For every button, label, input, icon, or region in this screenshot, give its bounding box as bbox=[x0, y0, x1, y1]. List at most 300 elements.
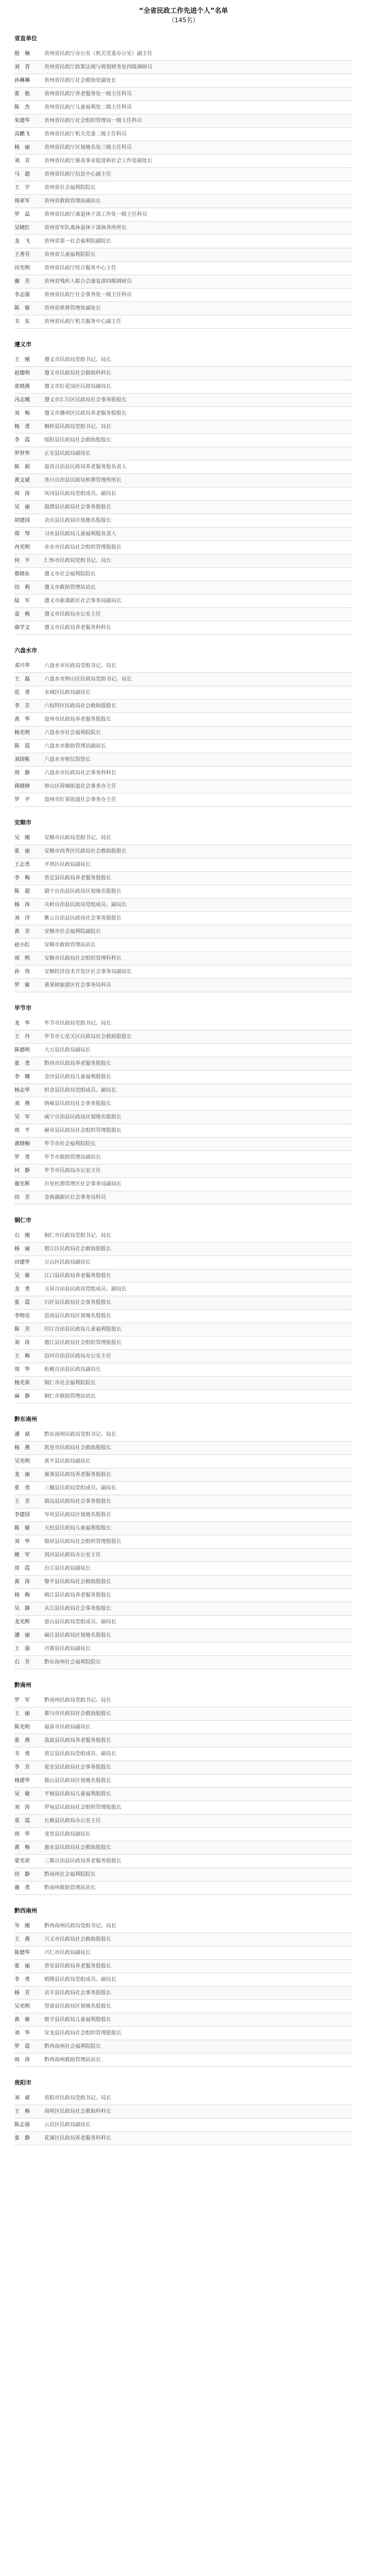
person-position: 黔南州社会福利院院长 bbox=[44, 1872, 96, 1877]
person-position: 遵义市救助管理站站长 bbox=[44, 585, 96, 590]
list-item bbox=[14, 568, 353, 581]
list-item bbox=[14, 1868, 353, 1882]
person-name: 田光明 bbox=[14, 265, 30, 271]
person-position: 黔西南州社会福利院院长 bbox=[44, 2044, 101, 2049]
person-position: 兴仁市民政局副局长 bbox=[44, 1950, 91, 1956]
list-item bbox=[14, 1656, 353, 1669]
person-name: 石 刚 bbox=[14, 1233, 30, 1239]
person-position: 贵定县民政局党组成员、副局长 bbox=[44, 1751, 116, 1757]
list-item bbox=[14, 114, 353, 128]
person-position: 贵州省第一社会福利院副院长 bbox=[44, 239, 111, 244]
list-item bbox=[14, 1350, 353, 1363]
person-position: 遵义市汇川区民政局社会事务股股长 bbox=[44, 397, 127, 403]
person-name: 刘 涛 bbox=[14, 1805, 30, 1810]
list-item bbox=[14, 793, 353, 807]
list-item bbox=[14, 47, 353, 61]
person-name: 黄 涛 bbox=[14, 1579, 30, 1585]
list-item bbox=[14, 1377, 353, 1390]
person-position: 天柱县民政局儿童福利股股长 bbox=[44, 1526, 111, 1531]
person-position: 南明区民政局社会救助科科长 bbox=[44, 2109, 111, 2114]
person-name: 吴 敏 bbox=[14, 1791, 30, 1797]
person-name: 黄文斌 bbox=[14, 478, 30, 483]
list-item bbox=[14, 1946, 353, 1960]
person-position: 贵州省民政厅慈善事业促进和社会工作处副处长 bbox=[44, 158, 152, 164]
person-position: 金海湖新区社会事务局科员 bbox=[44, 1195, 106, 1200]
person-position: 瓮安县民政局社会事务股股长 bbox=[44, 1765, 111, 1770]
person-position: 仁怀市民政局党组书记、局长 bbox=[44, 558, 111, 564]
person-position: 贵州省救助管理站副站长 bbox=[44, 198, 101, 204]
list-item bbox=[14, 780, 353, 793]
list-item bbox=[14, 753, 353, 767]
person-name: 莫 霞 bbox=[14, 1818, 30, 1824]
person-position: 兴义市民政局社会救助股股长 bbox=[44, 1937, 111, 1942]
list-item bbox=[14, 1243, 353, 1256]
person-name: 李志强 bbox=[14, 292, 30, 298]
section-heading: 贵阳市 bbox=[14, 2079, 31, 2086]
person-position: 盘州市民政局养老服务股股长 bbox=[44, 717, 111, 722]
person-position: 务川自治县民政局殡葬管理所所长 bbox=[44, 478, 121, 483]
person-position: 松桃自治县民政局副局长 bbox=[44, 1367, 101, 1372]
person-name: 李 芳 bbox=[14, 703, 30, 709]
person-name: 周 霞 bbox=[14, 1566, 30, 1571]
person-position: 贵州省社会福利院院长 bbox=[44, 185, 96, 191]
list-item bbox=[14, 1071, 353, 1084]
person-position: 锦屏县民政局社会组织管理股股长 bbox=[44, 1539, 121, 1545]
person-name: 刘 洋 bbox=[14, 916, 30, 921]
person-position: 贵州省民政厅社会救助处副处长 bbox=[44, 78, 116, 83]
list-item bbox=[14, 1495, 353, 1509]
person-name: 杨 燕 bbox=[14, 1445, 30, 1451]
list-item bbox=[14, 434, 353, 447]
person-name: 张 静 bbox=[14, 2136, 30, 2141]
list-item bbox=[14, 595, 353, 608]
person-name: 陈德华 bbox=[14, 1950, 30, 1956]
list-item bbox=[14, 181, 353, 195]
list-item bbox=[14, 1987, 353, 2000]
person-position: 贵州省民政厅政策法规与规划财务处四级调研员 bbox=[44, 64, 152, 70]
list-item bbox=[14, 461, 353, 474]
person-name: 龙 丽 bbox=[14, 1472, 30, 1478]
list-item bbox=[14, 1296, 353, 1310]
list-item bbox=[14, 1960, 353, 1973]
person-position: 碧江区民政局社会救助股股长 bbox=[44, 1246, 111, 1252]
person-position: 赤水市民政局社会组织管理股股长 bbox=[44, 545, 121, 550]
list-item bbox=[14, 1138, 353, 1151]
person-position: 安顺经济技术开发区社会事务局副局长 bbox=[44, 969, 132, 975]
person-name: 吴 敏 bbox=[14, 1273, 30, 1279]
person-position: 荔波县民政局养老服务股股长 bbox=[44, 1738, 111, 1743]
list-item bbox=[14, 912, 353, 925]
list-item bbox=[14, 1815, 353, 1828]
person-position: 铜仁市社会福利院院长 bbox=[44, 1380, 96, 1386]
person-name: 王志勇 bbox=[14, 862, 30, 868]
person-position: 镇远县民政局社会事务股股长 bbox=[44, 1499, 111, 1504]
list-item bbox=[14, 248, 353, 262]
person-position: 湄潭县民政局社会事务股股长 bbox=[44, 504, 111, 510]
person-name: 王 梅 bbox=[14, 1353, 30, 1359]
person-position: 台江县民政局副局长 bbox=[44, 1566, 91, 1571]
person-name: 周 静 bbox=[14, 770, 30, 776]
list-item bbox=[14, 447, 353, 461]
list-item bbox=[14, 1707, 353, 1721]
list-item bbox=[14, 474, 353, 487]
person-name: 蔡晓东 bbox=[14, 571, 30, 577]
person-position: 黔西南州民政局党组书记、局长 bbox=[44, 1923, 116, 1929]
person-position: 三穗县民政局党组成员、副局长 bbox=[44, 1485, 116, 1491]
person-position: 绥阳县民政局社会救助股股长 bbox=[44, 437, 111, 443]
list-item bbox=[14, 1734, 353, 1748]
person-position: 麻江县民政局区划地名股股长 bbox=[44, 1633, 111, 1638]
person-name: 陈 超 bbox=[14, 889, 30, 894]
list-item bbox=[14, 1694, 353, 1707]
list-item bbox=[14, 514, 353, 528]
person-name: 谢光辉 bbox=[14, 1181, 30, 1187]
list-item bbox=[14, 939, 353, 952]
list-item bbox=[14, 1044, 353, 1057]
list-item bbox=[14, 1363, 353, 1377]
person-name: 王秀芬 bbox=[14, 252, 30, 258]
person-position: 镇宁自治县民政局区划地名股股长 bbox=[44, 889, 121, 894]
list-item bbox=[14, 315, 353, 329]
person-name: 冯志刚 bbox=[14, 397, 30, 403]
person-name: 郑 琴 bbox=[14, 531, 30, 537]
list-item bbox=[14, 740, 353, 753]
person-name: 张晓燕 bbox=[14, 384, 30, 389]
section-heading: 安顺市 bbox=[14, 819, 31, 826]
section-heading: 遵义市 bbox=[14, 341, 31, 348]
list-item bbox=[14, 541, 353, 554]
person-name: 吴 刚 bbox=[14, 835, 30, 841]
person-position: 关岭自治县民政局党组成员、副局长 bbox=[44, 902, 127, 908]
person-position: 德江县民政局社会组织管理股股长 bbox=[44, 1340, 121, 1346]
person-name: 韦 东 bbox=[14, 319, 30, 325]
person-position: 毕节市救助管理站副站长 bbox=[44, 1155, 101, 1160]
person-name: 杨志华 bbox=[14, 1088, 30, 1093]
document-title: “全省民政工作先进个人”名单 bbox=[138, 7, 229, 15]
person-name: 吴光明 bbox=[14, 2004, 30, 2009]
person-position: 龙里县民政局副局长 bbox=[44, 1832, 91, 1837]
row-divider bbox=[14, 634, 353, 635]
person-position: 贵州省军队离休退休干部休养所所长 bbox=[44, 225, 127, 231]
person-name: 刘 华 bbox=[14, 1539, 30, 1545]
list-item bbox=[14, 1589, 353, 1602]
person-position: 紫云自治县民政局社会事务股股长 bbox=[44, 916, 121, 921]
person-name: 黄 敏 bbox=[14, 2017, 30, 2023]
person-name: 李建国 bbox=[14, 1512, 30, 1518]
person-position: 贵州省儿童福利院院长 bbox=[44, 252, 96, 258]
list-item bbox=[14, 1761, 353, 1774]
person-position: 岑巩县民政局区划地名股股长 bbox=[44, 1512, 111, 1518]
person-position: 毕节市七星关区民政局社会救助股股长 bbox=[44, 1034, 132, 1040]
person-position: 安顺市民政局社会组织管理科科长 bbox=[44, 956, 121, 961]
list-item bbox=[14, 767, 353, 780]
person-position: 黎平县民政局社会救助股股长 bbox=[44, 1579, 111, 1585]
list-item bbox=[14, 2054, 353, 2067]
list-item bbox=[14, 61, 353, 74]
person-name: 杨 丽 bbox=[14, 1246, 30, 1252]
person-name: 龙 华 bbox=[14, 1021, 30, 1026]
row-divider bbox=[14, 806, 353, 807]
person-name: 罗世华 bbox=[14, 451, 30, 456]
person-position: 水城区民政局副局长 bbox=[44, 690, 91, 696]
person-name: 王 燕 bbox=[14, 1937, 30, 1942]
person-position: 黔东南州民政局党组书记、局长 bbox=[44, 1432, 116, 1437]
person-position: 福泉市民政局副局长 bbox=[44, 1724, 91, 1730]
person-position: 六枝特区民政局社会救助股股长 bbox=[44, 703, 116, 709]
list-item bbox=[14, 845, 353, 858]
section-heading: 毕节市 bbox=[14, 1005, 31, 1011]
person-name: 张 勇 bbox=[14, 1485, 30, 1491]
person-position: 遵义市民政局办公室主任 bbox=[44, 612, 101, 617]
person-name: 王 刚 bbox=[14, 357, 30, 363]
person-position: 思南县民政局区划地名股股长 bbox=[44, 1313, 111, 1319]
section-heading: 黔南州 bbox=[14, 1682, 31, 1688]
list-item bbox=[14, 965, 353, 979]
list-item bbox=[14, 1336, 353, 1350]
person-position: 凤冈县民政局党组成员、副局长 bbox=[44, 491, 116, 497]
list-item bbox=[14, 1057, 353, 1071]
person-name: 吴晓红 bbox=[14, 225, 30, 231]
person-position: 钟山区荷城街道社会事务办主任 bbox=[44, 784, 116, 789]
list-item bbox=[14, 367, 353, 380]
person-name: 蒋晓林 bbox=[14, 784, 30, 789]
person-name: 杨光荣 bbox=[14, 1380, 30, 1386]
list-item bbox=[14, 1097, 353, 1111]
list-item bbox=[14, 101, 353, 114]
person-position: 毕节市民政局办公室主任 bbox=[44, 1168, 101, 1174]
person-name: 罗 军 bbox=[14, 1698, 30, 1703]
person-position: 安顺市社会福利院副院长 bbox=[44, 929, 101, 935]
person-position: 遵义市民政局养老服务科科长 bbox=[44, 625, 111, 631]
person-position: 贵州省民政厅儿童福利处二级主任科员 bbox=[44, 105, 132, 110]
list-item bbox=[14, 1283, 353, 1296]
person-position: 黔东南州社会福利院院长 bbox=[44, 1659, 101, 1665]
person-position: 贵州省民政厅办公室（机关党委办公室）副主任 bbox=[44, 51, 152, 57]
person-position: 黄平县民政局副局长 bbox=[44, 1459, 91, 1464]
person-position: 贵州省民政厅机关服务中心副主任 bbox=[44, 319, 121, 325]
person-name: 吴 军 bbox=[14, 1114, 30, 1120]
list-item bbox=[14, 885, 353, 899]
person-name: 谢 勇 bbox=[14, 1885, 30, 1891]
list-item bbox=[14, 1882, 353, 1895]
person-name: 蒙光荣 bbox=[14, 1858, 30, 1864]
list-item bbox=[14, 208, 353, 222]
list-item bbox=[14, 1151, 353, 1164]
person-name: 陈光明 bbox=[14, 1724, 30, 1730]
person-name: 周 明 bbox=[14, 956, 30, 961]
person-name: 岑 刚 bbox=[14, 1923, 30, 1929]
person-position: 赫章县民政局社会组织管理股股长 bbox=[44, 1128, 121, 1133]
person-name: 刘 燕 bbox=[14, 1101, 30, 1107]
list-item bbox=[14, 899, 353, 912]
person-name: 高鹏飞 bbox=[14, 131, 30, 137]
person-name: 杨 丽 bbox=[14, 145, 30, 150]
list-item bbox=[14, 2092, 353, 2105]
person-position: 贵州省民政厅机关党委二级主任科员 bbox=[44, 131, 127, 137]
list-item bbox=[14, 1442, 353, 1455]
person-name: 周亚军 bbox=[14, 198, 30, 204]
list-item bbox=[14, 394, 353, 407]
list-item bbox=[14, 1017, 353, 1030]
list-item bbox=[14, 1855, 353, 1868]
person-position: 贵州省残疾人联合会康复部四级调研员 bbox=[44, 279, 132, 284]
person-name: 陈 霞 bbox=[14, 743, 30, 749]
person-position: 六盘水市民政局党组书记、局长 bbox=[44, 663, 116, 669]
person-name: 罗 勇 bbox=[14, 1155, 30, 1160]
list-item bbox=[14, 2013, 353, 2027]
list-item bbox=[14, 88, 353, 101]
person-name: 孙琳琳 bbox=[14, 78, 30, 83]
person-name: 李 芳 bbox=[14, 1765, 30, 1770]
person-name: 田 静 bbox=[14, 1872, 30, 1877]
person-name: 陆 军 bbox=[14, 598, 30, 604]
person-name: 周 涛 bbox=[14, 2057, 30, 2063]
person-position: 六盘水市救助管理站副站长 bbox=[44, 743, 106, 749]
person-position: 桐梓县民政局党组书记、局长 bbox=[44, 424, 111, 430]
person-name: 王 宇 bbox=[14, 185, 30, 191]
person-position: 平坝区民政局副局长 bbox=[44, 862, 91, 868]
person-name: 田 芳 bbox=[14, 1195, 30, 1200]
person-name: 罗 敏 bbox=[14, 982, 30, 988]
list-item bbox=[14, 1229, 353, 1243]
list-item bbox=[14, 155, 353, 168]
person-name: 张 勇 bbox=[14, 1061, 30, 1066]
person-name: 龙光辉 bbox=[14, 1619, 30, 1625]
list-item bbox=[14, 608, 353, 621]
person-position: 望谟县民政局区划地名股股长 bbox=[44, 2004, 111, 2009]
list-item bbox=[14, 925, 353, 939]
list-item bbox=[14, 1124, 353, 1138]
row-divider bbox=[14, 1894, 353, 1895]
person-name: 周 华 bbox=[14, 1832, 30, 1837]
list-item bbox=[14, 2000, 353, 2013]
person-position: 榕江县民政局养老服务股股长 bbox=[44, 1592, 111, 1598]
list-item bbox=[14, 2040, 353, 2054]
list-item bbox=[14, 872, 353, 885]
list-item bbox=[14, 1030, 353, 1044]
person-name: 罗 平 bbox=[14, 797, 30, 803]
person-name: 李 勇 bbox=[14, 1977, 30, 1982]
list-item bbox=[14, 1933, 353, 1946]
list-item bbox=[14, 1256, 353, 1269]
person-position: 晴隆县民政局党组成员、副局长 bbox=[44, 1977, 116, 1982]
list-item bbox=[14, 581, 353, 595]
person-name: 赵小红 bbox=[14, 942, 30, 948]
list-item bbox=[14, 1748, 353, 1761]
person-name: 黄晓梅 bbox=[14, 1141, 30, 1147]
section-heading: 黔东南州 bbox=[14, 1416, 37, 1422]
list-item bbox=[14, 1269, 353, 1283]
person-name: 石 芳 bbox=[14, 1659, 30, 1665]
person-position: 贵州省民政厅社会事务处一级主任科员 bbox=[44, 292, 132, 298]
list-item bbox=[14, 1084, 353, 1097]
person-position: 黔南州民政局党组书记、局长 bbox=[44, 1698, 111, 1703]
person-position: 贵阳市民政局党组书记、局长 bbox=[44, 2095, 111, 2101]
list-item bbox=[14, 1509, 353, 1522]
person-name: 吴光明 bbox=[14, 1459, 30, 1464]
list-item bbox=[14, 1602, 353, 1616]
list-item bbox=[14, 1788, 353, 1801]
document-count: （145名） bbox=[168, 16, 199, 24]
person-position: 遵义市民政局党组书记、局长 bbox=[44, 357, 111, 363]
list-item bbox=[14, 1164, 353, 1178]
person-name: 潘 斌 bbox=[14, 1432, 30, 1437]
person-position: 丹寨县民政局副局长 bbox=[44, 1646, 91, 1652]
person-position: 六盘水市钟山区民政局党组书记、局长 bbox=[44, 676, 132, 682]
list-item bbox=[14, 554, 353, 568]
person-name: 刘 斌 bbox=[14, 2095, 30, 2101]
person-position: 普安县民政局养老服务股股长 bbox=[44, 1963, 111, 1969]
person-position: 铜仁市民政局党组书记、局长 bbox=[44, 1233, 111, 1239]
person-position: 遵义市播州区民政局养老服务股股长 bbox=[44, 411, 127, 416]
person-name: 陈 敏 bbox=[14, 306, 30, 311]
person-name: 龙 飞 bbox=[14, 239, 30, 244]
list-item bbox=[14, 2105, 353, 2119]
list-item bbox=[14, 289, 353, 302]
list-item bbox=[14, 1575, 353, 1589]
person-name: 潘 丽 bbox=[14, 1633, 30, 1638]
person-name: 邓兴华 bbox=[14, 663, 30, 669]
person-position: 金沙县民政局儿童福利股股长 bbox=[44, 1074, 111, 1080]
person-name: 李 梅 bbox=[14, 875, 30, 881]
list-item bbox=[14, 1629, 353, 1642]
person-name: 周 涛 bbox=[14, 491, 30, 497]
person-position: 江口县民政局养老服务股股长 bbox=[44, 1273, 111, 1279]
person-name: 陈志强 bbox=[14, 2122, 30, 2128]
list-item bbox=[14, 1562, 353, 1575]
list-item bbox=[14, 713, 353, 726]
person-name: 王 强 bbox=[14, 1646, 30, 1652]
list-item bbox=[14, 1642, 353, 1656]
list-item bbox=[14, 1721, 353, 1734]
person-name: 杨光明 bbox=[14, 730, 30, 736]
list-item bbox=[14, 1111, 353, 1124]
person-position: 遵义市民政局社会救助科科长 bbox=[44, 370, 111, 376]
person-position: 花溪区民政局养老服务科科长 bbox=[44, 2136, 111, 2141]
list-item bbox=[14, 1323, 353, 1336]
person-position: 遵义市社会福利院院长 bbox=[44, 571, 96, 577]
person-name: 袁 梅 bbox=[14, 612, 30, 617]
list-item bbox=[14, 1191, 353, 1205]
person-name: 吴 静 bbox=[14, 1606, 30, 1612]
person-position: 毕节市社会福利院院长 bbox=[44, 1141, 96, 1147]
person-name: 张 霞 bbox=[14, 1300, 30, 1306]
person-position: 都匀市民政局社会救助股股长 bbox=[44, 1711, 111, 1717]
person-name: 陈德明 bbox=[14, 1047, 30, 1053]
person-position: 贵州省民政厅信息中心副主任 bbox=[44, 172, 111, 177]
person-name: 王 梅 bbox=[14, 2109, 30, 2114]
row-divider bbox=[14, 1204, 353, 1205]
person-name: 刘 华 bbox=[14, 2030, 30, 2036]
person-position: 黔西南州救助管理站站长 bbox=[44, 2057, 101, 2063]
list-item bbox=[14, 1468, 353, 1482]
person-position: 罗甸县民政局社会组织管理股股长 bbox=[44, 1805, 121, 1810]
person-position: 安龙县民政局社会组织管理股股长 bbox=[44, 2030, 121, 2036]
list-item bbox=[14, 1841, 353, 1855]
person-position: 沿河自治县民政局办公室主任 bbox=[44, 1353, 111, 1359]
list-item bbox=[14, 832, 353, 845]
section-heading: 省直单位 bbox=[14, 35, 37, 42]
person-position: 从江县民政局社会事务股股长 bbox=[44, 1606, 111, 1612]
person-name: 陈 娟 bbox=[14, 464, 30, 470]
person-name: 罗 晶 bbox=[14, 212, 30, 217]
list-item bbox=[14, 686, 353, 700]
person-position: 三都自治县民政局养老服务股股长 bbox=[44, 1858, 121, 1864]
person-position: 遵义市红花岗区民政局副局长 bbox=[44, 384, 111, 389]
list-item bbox=[14, 222, 353, 235]
list-item bbox=[14, 1801, 353, 1815]
person-name: 黄 芳 bbox=[14, 929, 30, 935]
